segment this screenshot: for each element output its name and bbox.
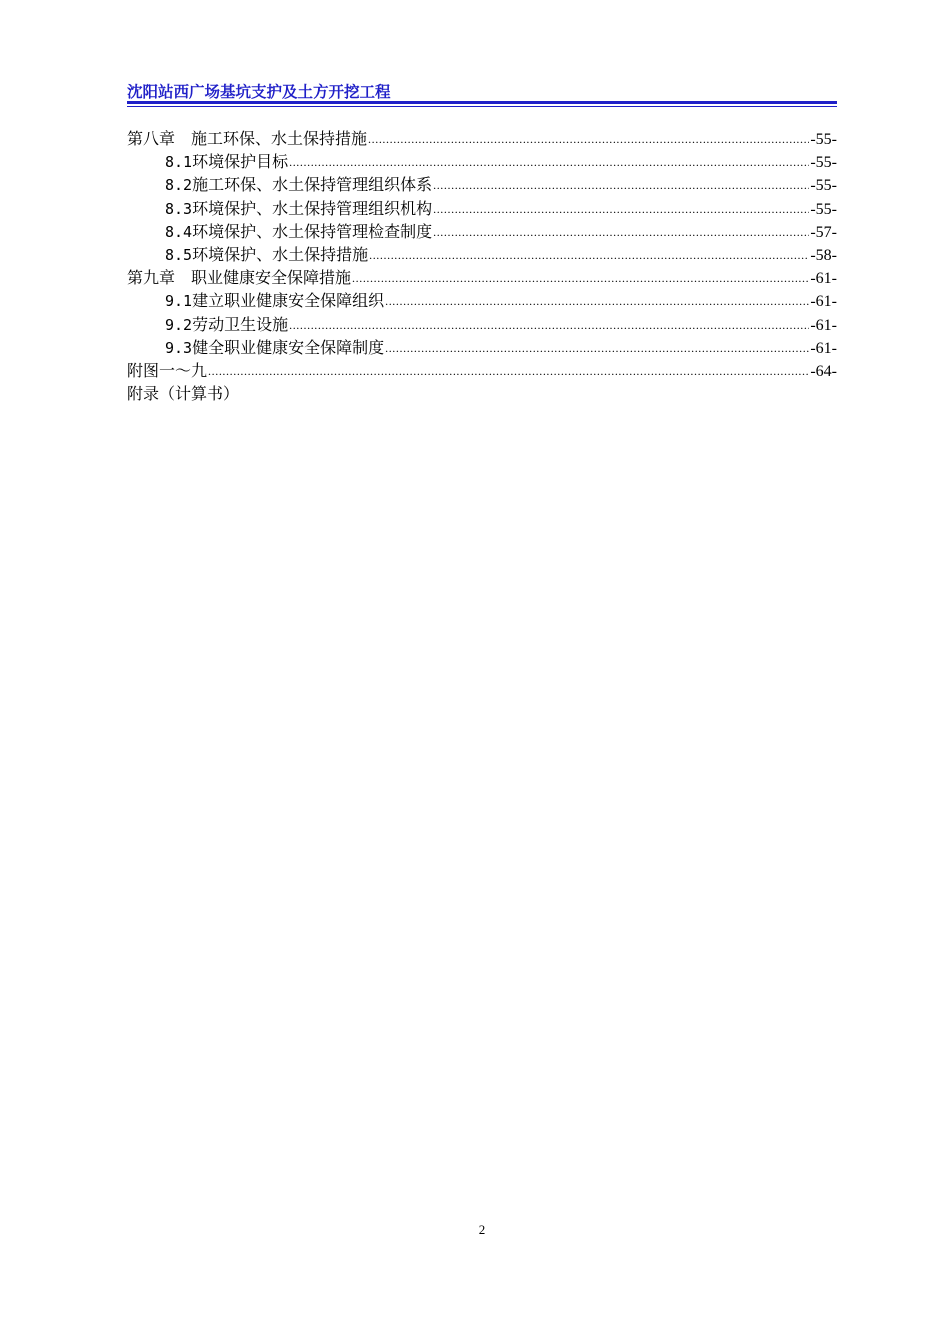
header-divider-thin bbox=[127, 106, 837, 107]
toc-entry-label bbox=[165, 173, 432, 197]
toc-entry[interactable] bbox=[127, 359, 837, 382]
toc-section-number: 9.2 bbox=[165, 315, 193, 334]
toc-page-number: -55- bbox=[810, 154, 837, 172]
toc-entry[interactable] bbox=[127, 382, 837, 405]
toc-entry-label bbox=[165, 197, 432, 221]
toc-section-title: 施工环保、水土保持管理组织体系 bbox=[192, 175, 433, 195]
toc-page-number: -61- bbox=[810, 316, 837, 334]
toc-section-title: 环境保护、水土保持管理检查制度 bbox=[192, 221, 433, 241]
toc-section-number: 8.5 bbox=[165, 245, 193, 264]
toc-entry[interactable] bbox=[127, 289, 837, 312]
toc-entry-label: 附图一～九 bbox=[127, 360, 208, 380]
toc-entry[interactable] bbox=[127, 243, 837, 266]
header-divider-thick bbox=[127, 101, 837, 104]
toc-dot-leader bbox=[208, 360, 809, 383]
toc-section-title: 健全职业健康安全保障制度 bbox=[192, 337, 385, 357]
toc-dot-leader bbox=[385, 337, 809, 360]
toc-page-number: -55- bbox=[810, 200, 837, 218]
toc-page-number: -61- bbox=[810, 339, 837, 357]
page-number: 2 bbox=[478, 1222, 486, 1237]
toc-section-title: 建立职业健康安全保障组织 bbox=[192, 291, 385, 311]
toc-entry-label: 第九章 职业健康安全保障措施 bbox=[127, 268, 352, 288]
toc-entry-label bbox=[165, 150, 288, 174]
toc-entry[interactable] bbox=[127, 336, 837, 359]
toc-section-title: 环境保护、水土保持措施 bbox=[192, 244, 369, 264]
toc-entry-label: 附录（计算书） bbox=[127, 384, 240, 404]
toc-page-number: -64- bbox=[810, 362, 837, 380]
document-title: 沈阳站西广场基坑支护及土方开挖工程 bbox=[127, 83, 391, 101]
toc-dot-leader bbox=[352, 267, 809, 290]
toc-section-number: 9.3 bbox=[165, 338, 193, 357]
page-header bbox=[127, 80, 837, 106]
toc-entry-label bbox=[165, 289, 384, 313]
toc-entry-label bbox=[165, 220, 432, 244]
toc-entry[interactable] bbox=[127, 127, 837, 150]
toc-entry[interactable] bbox=[127, 313, 837, 336]
toc-dot-leader bbox=[368, 128, 809, 151]
toc-entry-label bbox=[165, 243, 368, 267]
toc-section-number: 9.1 bbox=[165, 292, 193, 311]
toc-dot-leader bbox=[385, 290, 809, 313]
toc-dot-leader bbox=[433, 221, 809, 244]
toc-section-title: 环境保护、水土保持管理组织机构 bbox=[192, 198, 433, 218]
toc-page-number: -57- bbox=[810, 223, 837, 241]
toc-entry[interactable] bbox=[127, 197, 837, 220]
toc-section-number: 8.4 bbox=[165, 222, 193, 241]
toc-dot-leader bbox=[433, 198, 809, 221]
toc-dot-leader bbox=[289, 314, 809, 337]
toc-page-number: -61- bbox=[810, 270, 837, 288]
toc-entry[interactable] bbox=[127, 266, 837, 289]
toc-entry-label bbox=[165, 313, 288, 337]
toc-entry-label: 第八章 施工环保、水土保持措施 bbox=[127, 129, 368, 148]
toc-dot-leader bbox=[369, 244, 809, 267]
toc-entry[interactable] bbox=[127, 173, 837, 196]
toc-section-number: 8.3 bbox=[165, 199, 193, 218]
toc-page-number: -58- bbox=[810, 246, 837, 264]
toc-section-number: 8.1 bbox=[165, 153, 193, 172]
toc-section-title: 环境保护目标 bbox=[192, 152, 289, 172]
table-of-contents bbox=[127, 127, 837, 405]
toc-page-number: -55- bbox=[810, 131, 837, 148]
toc-entry-label bbox=[165, 336, 384, 360]
toc-dot-leader bbox=[433, 174, 809, 197]
toc-section-number: 8.2 bbox=[165, 176, 193, 195]
toc-page-number: -55- bbox=[810, 177, 837, 195]
toc-entry[interactable] bbox=[127, 150, 837, 173]
toc-dot-leader bbox=[289, 151, 809, 174]
toc-section-title: 劳动卫生设施 bbox=[192, 314, 289, 334]
toc-entry[interactable] bbox=[127, 220, 837, 243]
toc-page-number: -61- bbox=[810, 293, 837, 311]
